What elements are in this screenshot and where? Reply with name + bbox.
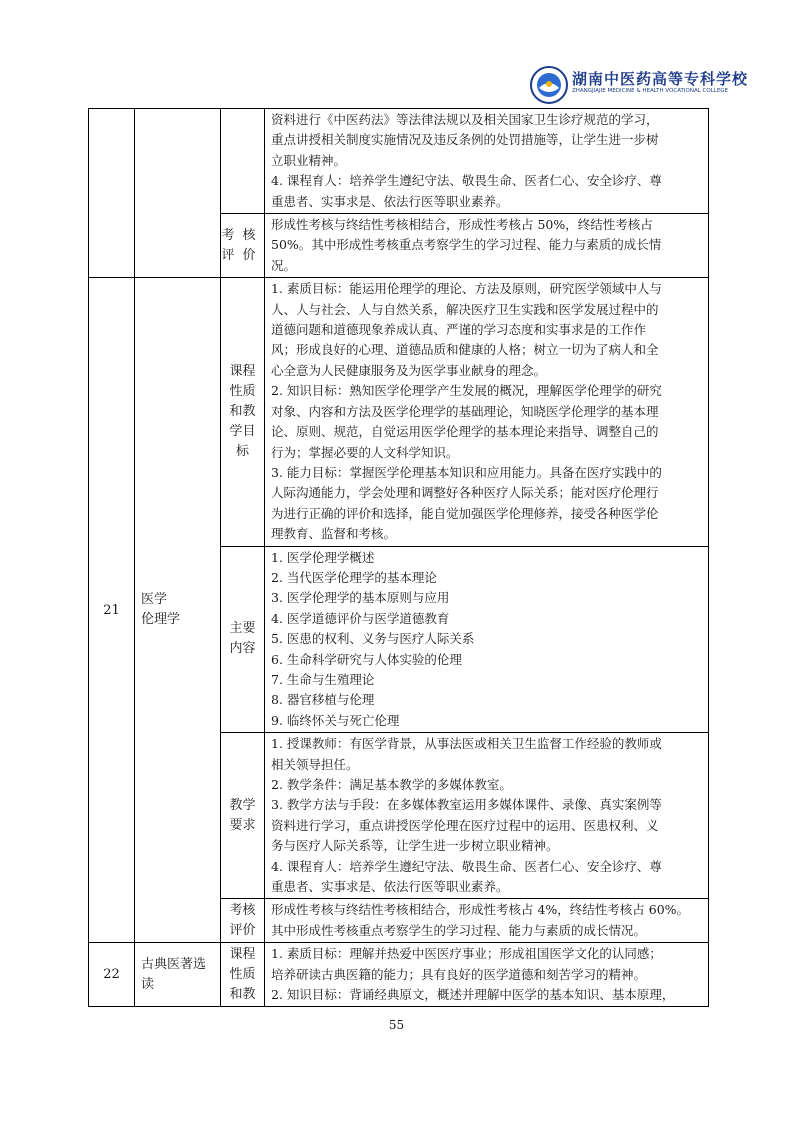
- college-logo: [530, 66, 749, 104]
- college-name-cn: 湖南中医药高等专科学校: [572, 70, 749, 88]
- goals-text: 1. 素质目标：理解并热爱中医医疗事业；形成祖国医学文化的认同感； 培养研读古典医籍的能力；具有良好的医学道德和刻苦学习的精神。 2. 知识目标：背诵经典原文，概述并理解中医学的基本知识、基本原理，: [265, 943, 709, 1007]
- course-name-cell: [135, 109, 221, 278]
- teaching-requirements-label: 教学 要求: [221, 733, 265, 899]
- main-content-label: 主要 内容: [221, 546, 265, 733]
- course-name: 古典医著选 读: [135, 943, 221, 1007]
- college-name-en: ZHANGJIAJIE MEDICINE & HEALTH VOCATIONAL COLLEGE: [572, 88, 729, 94]
- assessment-label: 考核 评价: [221, 899, 265, 943]
- curriculum-table: [88, 108, 709, 1007]
- course-row-continued: [89, 109, 709, 214]
- course-number: 21: [89, 278, 135, 943]
- course-row-21-goals: [89, 278, 709, 546]
- teaching-requirements-text: 资料进行《中医药法》等法律法规以及相关国家卫生诊疗规范的学习， 重点讲授相关制度实施情况及违反条例的处罚措施等，让学生进一步树 立职业精神。 4. 课程育人：培养学生遵纪守法、敬畏生命、医者仁心、安全诊疗、尊 重患者、实事求是、依法行医等职业素养。: [265, 109, 709, 214]
- course-number-cell: [89, 109, 135, 278]
- college-emblem-icon: [530, 66, 568, 104]
- page-number: 55: [388, 1018, 405, 1032]
- course-row-22-goals: [89, 943, 709, 1007]
- course-number: 22: [89, 943, 135, 1007]
- teaching-requirements-text: 1. 授课教师：有医学背景，从事法医或相关卫生监督工作经验的教师或 相关领导担任。 2. 教学条件：满足基本教学的多媒体教室。 3. 教学方法与手段：在多媒体教室运用多媒体课件、录像、真实案例等 资料进行学习，重点讲授医学伦理在医疗过程中的运用、医患权利、义 务与医疗人际关系等，让学生进一步树立职业精神。 4. 课程育人：培养学生遵纪守法、敬畏生命、医者仁心、安全诊疗、尊 重患者、实事求是、依法行医等职业素养。: [265, 733, 709, 899]
- assessment-label: 考核评价: [221, 214, 265, 278]
- assessment-text: 形成性考核与终结性考核相结合，形成性考核占 4%，终结性考核占 60%。 其中形成性考核重点考察学生的学习过程、能力与素质的成长情况。: [265, 899, 709, 943]
- goals-text: 1. 素质目标：能运用伦理学的理论、方法及原则，研究医学领域中人与 人、人与社会、人与自然关系，解决医疗卫生实践和医学发展过程中的 道德问题和道德现象养成认真、严谨的学习态度和实事求是的工作作 风；形成良好的心理、道德品质和健康的人格；树立一切为了病人和全 心全意为人民健康服务及为医学事业献身的理念。 2. 知识目标：熟知医学伦理学产生发展的概况，理解医学伦理学的研究 对象、内容和方法及医学伦理学的基础理论，知晓医学伦理学的基本理 论、原则、规范，自觉运用医学伦理学的基本理论来指导、调整自己的 行为；掌握必要的人文科学知识。 3. 能力目标：掌握医学伦理基本知识和应用能力。具备在医疗实践中的 人际沟通能力，学会处理和调整好各种医疗人际关系；能对医疗伦理行 为进行正确的评价和选择，能自觉加强医学伦理修养，接受各种医学伦 理教育、监督和考核。: [265, 278, 709, 546]
- goals-label: 课程 性质 和教: [221, 943, 265, 1007]
- assessment-text: 形成性考核与终结性考核相结合，形成性考核占 50%，终结性考核占 50%。其中形成性考核重点考察学生的学习过程、能力与素质的成长情 况。: [265, 214, 709, 278]
- goals-label: 课程 性质 和教 学目 标: [221, 278, 265, 546]
- main-content-list: 1. 医学伦理学概述 2. 当代医学伦理学的基本理论 3. 医学伦理学的基本原则与应用 4. 医学道德评价与医学道德教育 5. 医患的权利、义务与医疗人际关系 6. 生命科学研究与人体实验的伦理 7. 生命与生殖理论 8. 器官移植与伦理 9. 临终怀关与死亡伦理: [265, 546, 709, 733]
- section-label-cell: [221, 109, 265, 214]
- course-name: 医学 伦理学: [135, 278, 221, 943]
